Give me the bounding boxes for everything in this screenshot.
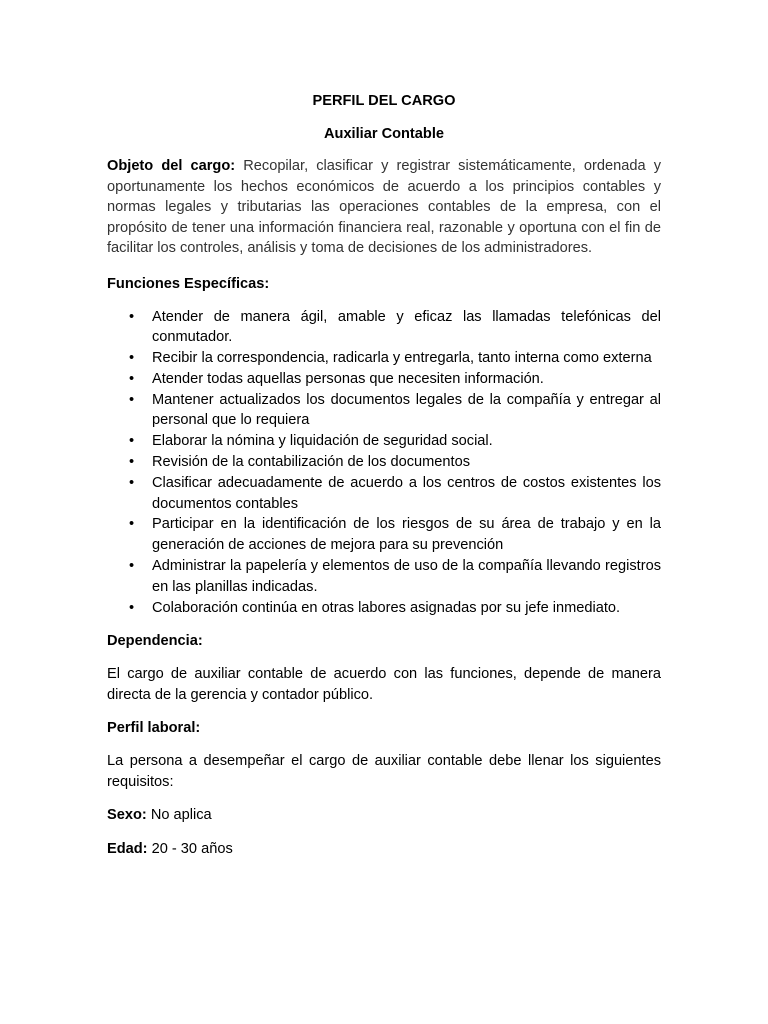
list-item-text: Colaboración continúa en otras labores asignadas por su jefe inmediato.: [152, 599, 621, 616]
list-item-text: Elaborar la nómina y liquidación de seguridad social.: [152, 433, 493, 450]
bullet-icon: •: [129, 433, 135, 450]
list-item-text: Participar en la identificación de los riesgos de su área de trabajo y en la generación de acciones de mejora para su prevención: [152, 516, 661, 554]
list-item: [107, 431, 661, 452]
list-item-text: Revisión de la contabilización de los documentos: [152, 454, 471, 471]
list-item-text: Atender de manera ágil, amable y eficaz las llamadas telefónicas del conmutador.: [152, 308, 661, 346]
list-item: [107, 307, 661, 349]
bullet-icon: •: [129, 391, 135, 408]
bullet-icon: •: [129, 558, 135, 575]
edad-field: [107, 839, 661, 860]
funciones-heading: Funciones Específicas:: [107, 275, 270, 292]
objeto-text: Recopilar, clasificar y registrar sistemáticamente, ordenada y oportunamente los hechos económicos de acuerdo a los principios contables y normas legales y tributarias las operaciones contables de la empresa, con el propósito de tener una información financiera real, razonable y oportuna con el fin de facilitar los controles, análisis y toma de decisiones de los administradores.: [107, 158, 661, 256]
list-item: [107, 473, 661, 515]
sexo-value: No aplica: [150, 807, 212, 824]
list-item: [107, 452, 661, 473]
bullet-icon: •: [129, 474, 135, 491]
list-item: [107, 556, 661, 598]
bullet-icon: •: [129, 370, 135, 387]
edad-value: 20 - 30 años: [151, 840, 233, 857]
list-item: [107, 348, 661, 369]
bullet-icon: •: [129, 454, 135, 471]
document-subtitle: Auxiliar Contable: [323, 126, 444, 142]
bullet-icon: •: [129, 516, 135, 533]
list-item-text: Clasificar adecuadamente de acuerdo a los centros de costos existentes los documentos contables: [152, 474, 661, 512]
bullet-icon: •: [129, 308, 135, 325]
list-item: [107, 598, 661, 619]
dependencia-heading: Dependencia:: [107, 633, 203, 650]
list-item-text: Recibir la correspondencia, radicarla y entregarla, tanto interna como externa: [152, 350, 652, 367]
dependencia-paragraph: El cargo de auxiliar contable de acuerdo con las funciones, depende de manera directa de la gerencia y contador público.: [107, 666, 661, 703]
list-item-text: Administrar la papelería y elementos de uso de la compañía llevando registros en las planillas indicadas.: [152, 558, 661, 595]
bullet-icon: •: [129, 350, 135, 367]
list-item-text: Atender todas aquellas personas que necesiten información.: [152, 370, 544, 387]
sexo-label: Sexo:: [107, 807, 147, 824]
perfil-laboral-paragraph: La persona a desempeñar el cargo de auxiliar contable debe llenar los siguientes requisitos:: [107, 753, 661, 790]
sexo-field: [107, 805, 661, 826]
perfil-laboral-heading: Perfil laboral:: [107, 720, 201, 737]
objeto-paragraph: [107, 156, 661, 259]
funciones-list: [107, 307, 661, 619]
edad-label: Edad:: [107, 840, 148, 857]
list-item: [107, 390, 661, 432]
document-title: PERFIL DEL CARGO: [312, 93, 456, 109]
objeto-label: Objeto del cargo:: [107, 158, 236, 174]
list-item-text: Mantener actualizados los documentos legales de la compañía y entregar al personal que lo requiera: [152, 391, 661, 429]
bullet-icon: •: [129, 599, 135, 616]
list-item: [107, 369, 661, 390]
list-item: [107, 514, 661, 556]
